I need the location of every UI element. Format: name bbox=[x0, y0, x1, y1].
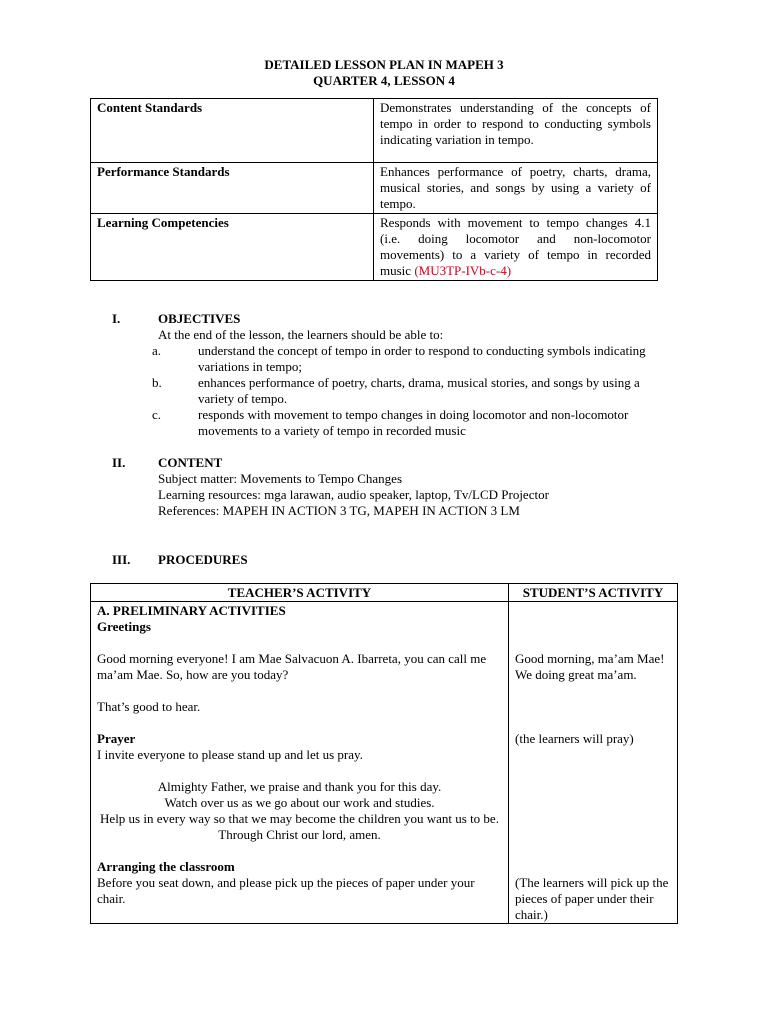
section-number: I. bbox=[112, 311, 121, 326]
document-title: DETAILED LESSON PLAN IN MAPEH 3 bbox=[264, 57, 504, 72]
objective-text: enhances performance of poetry, charts, drama, musical stories, and songs by using a variety of tempo. bbox=[198, 375, 640, 406]
objectives-intro: At the end of the lesson, the learners should be able to: bbox=[158, 327, 444, 342]
standard-text: Enhances performance of poetry, charts, drama, musical stories, and songs by using a variety of tempo. bbox=[374, 163, 658, 214]
student-activity-header: STUDENT’S ACTIVITY bbox=[509, 584, 678, 602]
competency-code: (MU3TP-IVb-c-4) bbox=[414, 263, 512, 278]
objective-text: responds with movement to tempo changes in doing locomotor and non-locomotor movements to a variety of tempo in recorded music bbox=[198, 407, 629, 438]
standard-text-cell bbox=[374, 214, 658, 281]
content-line: Learning resources: mga larawan, audio speaker, laptop, Tv/LCD Projector bbox=[158, 487, 549, 502]
section-procedures-heading bbox=[112, 552, 248, 568]
standard-label: Performance Standards bbox=[91, 163, 374, 214]
prayer-line: Through Christ our lord, amen. bbox=[218, 827, 381, 842]
content-line: Subject matter: Movements to Tempo Changes bbox=[158, 471, 403, 486]
prayer-line: Help us in every way so that we may become the children you want us to be. bbox=[100, 811, 499, 826]
section-title: CONTENT bbox=[158, 455, 223, 470]
student-prayer-response: (the learners will pray) bbox=[515, 731, 634, 746]
content-line: References: MAPEH IN ACTION 3 TG, MAPEH IN ACTION 3 LM bbox=[158, 503, 520, 518]
section-number: III. bbox=[112, 552, 131, 567]
teacher-activity-header: TEACHER’S ACTIVITY bbox=[91, 584, 509, 602]
greeting-text: Good morning everyone! I am Mae Salvacuon A. Ibarreta, you can call me ma’am Mae. So, how are you today? bbox=[97, 651, 487, 682]
section-number: II. bbox=[112, 455, 126, 470]
good-to-hear-text: That’s good to hear. bbox=[97, 699, 201, 714]
document-subtitle: QUARTER 4, LESSON 4 bbox=[313, 73, 455, 88]
prayer-invite-text: I invite everyone to please stand up and let us pray. bbox=[97, 747, 363, 762]
objective-letter: c. bbox=[152, 407, 162, 422]
table-row bbox=[91, 602, 678, 924]
section-objectives-heading bbox=[112, 311, 240, 327]
procedures-table bbox=[90, 583, 678, 924]
prayer-label: Prayer bbox=[97, 731, 136, 746]
objective-letter: a. bbox=[152, 343, 162, 358]
standard-label: Learning Competencies bbox=[91, 214, 374, 281]
student-activity-cell bbox=[509, 602, 678, 924]
standards-table bbox=[90, 98, 658, 281]
objective-letter: b. bbox=[152, 375, 162, 390]
prayer-line: Watch over us as we go about our work and studies. bbox=[164, 795, 435, 810]
student-greeting-response: Good morning, ma’am Mae! We doing great ma’am. bbox=[515, 651, 665, 682]
preliminary-activities-heading: A. PRELIMINARY ACTIVITIES bbox=[97, 603, 286, 618]
table-row bbox=[91, 99, 658, 163]
teacher-activity-cell bbox=[91, 602, 509, 924]
section-title: OBJECTIVES bbox=[158, 311, 241, 326]
section-title: PROCEDURES bbox=[158, 552, 248, 567]
arranging-classroom-label: Arranging the classroom bbox=[97, 859, 235, 874]
standard-label: Content Standards bbox=[91, 99, 374, 163]
prayer-line: Almighty Father, we praise and thank you for this day. bbox=[157, 779, 442, 794]
greetings-label: Greetings bbox=[97, 619, 151, 634]
student-arranging-response: (The learners will pick up the pieces of paper under their chair.) bbox=[515, 875, 669, 922]
standard-text: Responds with movement to tempo changes 4.1 (i.e. doing locomotor and non-locomotor movements) to a variety of tempo in recorded music bbox=[380, 215, 651, 278]
section-content-heading bbox=[112, 455, 222, 471]
table-header-row bbox=[91, 584, 678, 602]
standard-text: Demonstrates understanding of the concepts of tempo in order to respond to conducting symbols indicating variation in tempo. bbox=[374, 99, 658, 163]
objective-text: understand the concept of tempo in order to respond to conducting symbols indicating variations in tempo; bbox=[198, 343, 646, 374]
table-row bbox=[91, 214, 658, 281]
arranging-classroom-text: Before you seat down, and please pick up the pieces of paper under your chair. bbox=[97, 875, 475, 906]
table-row bbox=[91, 163, 658, 214]
